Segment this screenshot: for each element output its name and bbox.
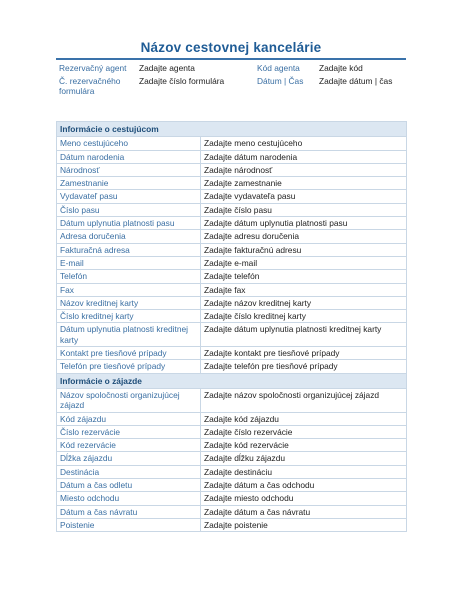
field-value[interactable]: Zadajte dátum uplynutia platnosti pasu: [201, 217, 407, 230]
table-row: [57, 190, 407, 203]
table-row: [57, 243, 407, 256]
field-value[interactable]: Zadajte e-mail: [201, 256, 407, 269]
field-label: Miesto odchodu: [57, 492, 201, 505]
table-row: [57, 163, 407, 176]
field-label: Kód zájazdu: [57, 412, 201, 425]
header-row: [56, 62, 406, 75]
field-label: Fax: [57, 283, 201, 296]
table-row: [57, 230, 407, 243]
table-row: [57, 492, 407, 505]
field-value[interactable]: Zadajte vydavateľa pasu: [201, 190, 407, 203]
field-label: Číslo pasu: [57, 203, 201, 216]
field-label: Názov kreditnej karty: [57, 296, 201, 309]
section-heading: Informácie o cestujúcom: [57, 122, 407, 137]
field-value[interactable]: Zadajte názov spoločnosti organizujúcej zájazd: [201, 388, 407, 412]
table-row: [57, 479, 407, 492]
field-value[interactable]: Zadajte dĺžku zájazdu: [201, 452, 407, 465]
table-row: [57, 270, 407, 283]
header-label: Dátum | Čas: [257, 75, 304, 86]
header-field[interactable]: Zadajte dátum | čas: [319, 75, 393, 86]
field-label: Telefón: [57, 270, 201, 283]
field-value[interactable]: Zadajte dátum uplynutia platnosti kreditnej karty: [201, 323, 407, 347]
field-value[interactable]: Zadajte národnosť: [201, 163, 407, 176]
table-row: [57, 439, 407, 452]
field-label: Poistenie: [57, 518, 201, 531]
table-row: [57, 283, 407, 296]
header-label: Č. rezervačného formulára: [59, 75, 121, 96]
table-row: [57, 388, 407, 412]
field-value[interactable]: Zadajte telefón: [201, 270, 407, 283]
table-row: [57, 465, 407, 478]
field-label: Dátum narodenia: [57, 150, 201, 163]
field-label: Národnosť: [57, 163, 201, 176]
field-value[interactable]: Zadajte dátum a čas odchodu: [201, 479, 407, 492]
field-value[interactable]: Zadajte meno cestujúceho: [201, 137, 407, 150]
tour-section-header: [57, 373, 407, 388]
field-label: Dátum uplynutia platnosti kreditnej karty: [57, 323, 201, 347]
title-divider: [56, 58, 406, 60]
header-row: [56, 75, 406, 98]
field-label: Dátum a čas návratu: [57, 505, 201, 518]
field-label: Fakturačná adresa: [57, 243, 201, 256]
table-row: [57, 256, 407, 269]
header-label: Rezervačný agent: [59, 63, 127, 73]
field-label: Meno cestujúceho: [57, 137, 201, 150]
travel-info-table: [56, 121, 407, 532]
table-row: [57, 217, 407, 230]
field-value[interactable]: Zadajte dátum a čas návratu: [201, 505, 407, 518]
page-title: Názov cestovnej kancelárie: [140, 40, 322, 55]
header-field[interactable]: Zadajte číslo formulára: [139, 75, 225, 86]
table-row: [57, 452, 407, 465]
field-label: Dátum a čas odletu: [57, 479, 201, 492]
field-label: Číslo rezervácie: [57, 425, 201, 438]
booking-header-table: [56, 62, 406, 98]
table-row: [57, 150, 407, 163]
field-value[interactable]: Zadajte číslo pasu: [201, 203, 407, 216]
field-label: E-mail: [57, 256, 201, 269]
table-row: [57, 347, 407, 360]
field-label: Dátum uplynutia platnosti pasu: [57, 217, 201, 230]
header-label: Kód agenta: [257, 63, 300, 73]
field-label: Adresa doručenia: [57, 230, 201, 243]
table-row: [57, 137, 407, 150]
field-value[interactable]: Zadajte poistenie: [201, 518, 407, 531]
field-value[interactable]: Zadajte číslo kreditnej karty: [201, 310, 407, 323]
field-value[interactable]: Zadajte telefón pre tiesňové prípady: [201, 360, 407, 373]
field-value[interactable]: Zadajte kontakt pre tiesňové prípady: [201, 347, 407, 360]
field-label: Vydavateľ pasu: [57, 190, 201, 203]
table-row: [57, 412, 407, 425]
field-value[interactable]: Zadajte číslo rezervácie: [201, 425, 407, 438]
table-row: [57, 425, 407, 438]
field-value[interactable]: Zadajte dátum narodenia: [201, 150, 407, 163]
field-label: Dĺžka zájazdu: [57, 452, 201, 465]
field-value[interactable]: Zadajte zamestnanie: [201, 177, 407, 190]
table-row: [57, 203, 407, 216]
field-label: Destinácia: [57, 465, 201, 478]
header-field[interactable]: Zadajte agenta: [139, 63, 195, 73]
field-label: Číslo kreditnej karty: [57, 310, 201, 323]
table-row: [57, 505, 407, 518]
field-value[interactable]: Zadajte adresu doručenia: [201, 230, 407, 243]
table-row: [57, 177, 407, 190]
section-heading: Informácie o zájazde: [57, 373, 407, 388]
table-row: [57, 323, 407, 347]
field-label: Kód rezervácie: [57, 439, 201, 452]
field-value[interactable]: Zadajte kód zájazdu: [201, 412, 407, 425]
field-value[interactable]: Zadajte názov kreditnej karty: [201, 296, 407, 309]
table-row: [57, 360, 407, 373]
field-label: Kontakt pre tiesňové prípady: [57, 347, 201, 360]
traveler-section-header: [57, 122, 407, 137]
field-value[interactable]: Zadajte destináciu: [201, 465, 407, 478]
field-label: Zamestnanie: [57, 177, 201, 190]
field-value[interactable]: Zadajte fax: [201, 283, 407, 296]
field-value[interactable]: Zadajte miesto odchodu: [201, 492, 407, 505]
table-row: [57, 310, 407, 323]
field-label: Telefón pre tiesňové prípady: [57, 360, 201, 373]
header-field[interactable]: Zadajte kód: [319, 63, 363, 73]
field-value[interactable]: Zadajte kód rezervácie: [201, 439, 407, 452]
table-row: [57, 518, 407, 531]
field-label: Názov spoločnosti organizujúcej zájazd: [57, 388, 201, 412]
field-value[interactable]: Zadajte fakturačnú adresu: [201, 243, 407, 256]
table-row: [57, 296, 407, 309]
